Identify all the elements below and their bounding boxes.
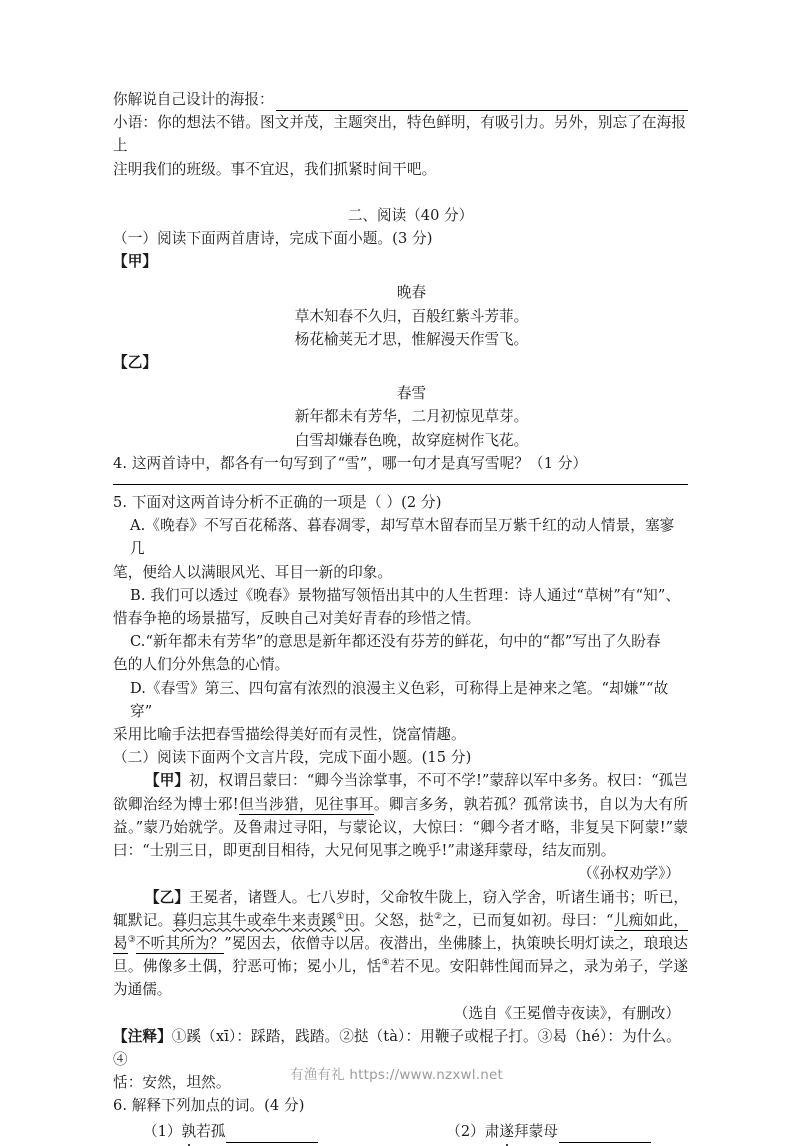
question-6-item-1-blank[interactable] — [226, 1127, 318, 1143]
question-6-item-1-dotted-char: 孰 — [181, 1120, 196, 1143]
passage-yi — [113, 886, 688, 1002]
passage-jia-underlined-phrase: 但当涉猎，见往事耳 — [238, 795, 374, 813]
passage-yi-seg3: 之，已而复如初。母曰：“ — [442, 911, 614, 929]
question-5-option-d-line2: 采用比喻手法把春雪描绘得美好而有灵性，饶富情趣。 — [113, 726, 466, 744]
passage-yi-seg5: 若不见。安阳韩性闻而异之，录为弟子，学遂为通儒。 — [113, 958, 688, 999]
question-6-item-2-dotted-char: 遂 — [499, 1120, 514, 1143]
section-heading-reading: 二、阅读（40 分） — [347, 206, 474, 224]
watermark: 有渔有礼 https://www.nzxwl.net — [290, 1067, 503, 1083]
question-5-option-a-line1[interactable]: A.《晚春》不写百花稀落、暮春凋零，却写草木留春而呈万紫千红的动人情景，塞寥几 — [130, 517, 675, 558]
footnotes-line-2: 恬：安然，坦然。 — [113, 1074, 231, 1092]
passage-yi-wavy-phrase-part1: 暮归忘其牛或牵牛来责蹊 — [172, 911, 337, 929]
part-one-instruction: （一）阅读下面两首唐诗，完成下面小题。(3 分) — [113, 230, 433, 248]
question-6-item-1-rest: 若孤 — [196, 1122, 226, 1140]
footnote-marker-3: ③ — [127, 935, 136, 946]
question-6-item-2-pre: 肃 — [484, 1122, 500, 1140]
passage-yi-wavy-phrase-part2: 田 — [344, 911, 360, 929]
question-5-option-c-line2: 色的人们分外焦急的心情。 — [113, 656, 290, 674]
passage-yi-underlined-part1: 儿痴如此，曷 — [113, 911, 688, 952]
part-two-instruction: （二）阅读下面两个文言片段，完成下面小题。(15 分) — [113, 749, 472, 767]
question-6-item-2-blank[interactable] — [559, 1127, 651, 1143]
passage-jia-source: （《孙权劝学》） — [577, 865, 680, 883]
passage-yi-seg2: 。父怒，挞 — [359, 911, 434, 929]
question-4: 4. 这两首诗中，都各有一句写到了“雪”，哪一句才是真写雪呢？（1 分） — [113, 454, 588, 472]
passage-yi-source: （选自《王冕僧寺夜读》，有删改） — [453, 1004, 680, 1022]
poem-yi-title: 春雪 — [396, 385, 427, 403]
question-6-items — [113, 1120, 688, 1143]
dialog-line-2: 注明我们的班级。事不宜迟，我们抓紧时间干吧。 — [113, 160, 437, 178]
question-4-answer-line[interactable] — [113, 484, 688, 485]
question-5-option-c-line1[interactable]: C.“新年都未有芳华”的意思是新年都还没有芬芳的鲜花，句中的“都”写出了久盼春 — [130, 633, 661, 651]
poem-jia-label: 【甲】 — [113, 253, 158, 271]
footnote-marker-1: ① — [336, 911, 345, 922]
question-5-option-a-line2: 笔，便给人以满眼风光、耳目一新的印象。 — [113, 563, 393, 581]
question-6-item-1 — [143, 1120, 318, 1143]
passage-yi-seg4: ”冕因去，依僧寺以居。夜潜出，坐佛膝上，执策映长明灯读之，琅琅达旦。佛像多土偶，狞恶可怖；冕小儿，恬 — [113, 934, 688, 976]
poster-prompt-row — [113, 88, 688, 111]
poem-yi-label: 【乙】 — [113, 354, 158, 372]
passage-yi-label: 【乙】 — [145, 888, 190, 906]
question-5-option-b-line1[interactable]: B. 我们可以透过《晚春》景物描写领悟出其中的人生哲理：诗人通过“草树”有“知”、 — [130, 586, 681, 604]
passage-jia — [113, 769, 688, 862]
poster-answer-rule[interactable] — [276, 95, 688, 111]
question-5-stem: 5. 下面对这两首诗分析不正确的一项是（ ）(2 分) — [113, 494, 442, 512]
poem-yi-line-1: 新年都未有芳华，二月初惊见草芽。 — [294, 408, 529, 426]
poem-jia-line-1: 草木知春不久归，百般红紫斗芳菲。 — [294, 307, 529, 325]
poster-prompt-label: 你解说自己设计的海报： — [113, 91, 274, 108]
footnotes-text-1: ①蹊（xī）：踩踏，践踏。②挞（tà）：用鞭子或棍子打。③曷（hé）：为什么。④ — [113, 1027, 681, 1068]
question-5-option-b-line2: 惜春争艳的场景描写，反映自己对美好青春的珍惜之情。 — [113, 610, 481, 628]
question-6-item-1-prefix: （1） — [143, 1122, 182, 1140]
question-5-option-d-line1[interactable]: D.《春雪》第三、四句富有浓烈的浪漫主义色彩，可称得上是神来之笔。“却嫌”“故穿” — [130, 679, 669, 720]
passage-jia-seg1: 初，权谓吕蒙曰：“卿今当涂掌事，不可不学!”蒙辞以军中多务。权曰：“孤岂欲卿治经为博士邪! — [113, 772, 688, 813]
dialog-line-1: 小语：你的想法不错。图文并茂，主题突出，特色鲜明，有吸引力。另外，别忘了在海报上 — [113, 114, 687, 155]
question-6-stem: 6. 解释下列加点的词。(4 分) — [113, 1097, 305, 1115]
poem-yi-line-2: 白雪却嫌春色晚，故穿庭树作飞花。 — [294, 431, 529, 449]
passage-jia-label: 【甲】 — [145, 772, 190, 790]
footnote-marker-4: ④ — [381, 958, 390, 969]
footnotes-label: 【注释】 — [113, 1027, 172, 1045]
question-6-item-2-rest: 拜蒙母 — [514, 1122, 558, 1140]
question-6-item-2-prefix: （2） — [446, 1122, 485, 1140]
poem-jia-title: 晚春 — [396, 284, 427, 302]
passage-yi-underlined-part2: 不听其所为？ — [135, 934, 225, 952]
question-6-item-2 — [446, 1120, 651, 1143]
passage-yi-seg1: 王冕者，诸暨人。七八岁时，父命牧牛陇上，窃入学舍，听诸生诵书；听已，辄默记。 — [113, 888, 688, 929]
passage-jia-seg2: 。卿言多务，孰若孤？孤常读书，自以为大有所益。”蒙乃始就学。及鲁肃过寻阳，与蒙论议，大惊曰：“卿今者才略，非复吴下阿蒙!”蒙曰：“士别三日，即更刮目相待，大兄何见事之晚乎!”肃遂拜蒙母，结友而别。 — [113, 795, 688, 860]
poem-jia-line-2: 杨花榆荚无才思，惟解漫天作雪飞。 — [294, 330, 529, 348]
footnote-marker-2: ② — [433, 911, 443, 922]
